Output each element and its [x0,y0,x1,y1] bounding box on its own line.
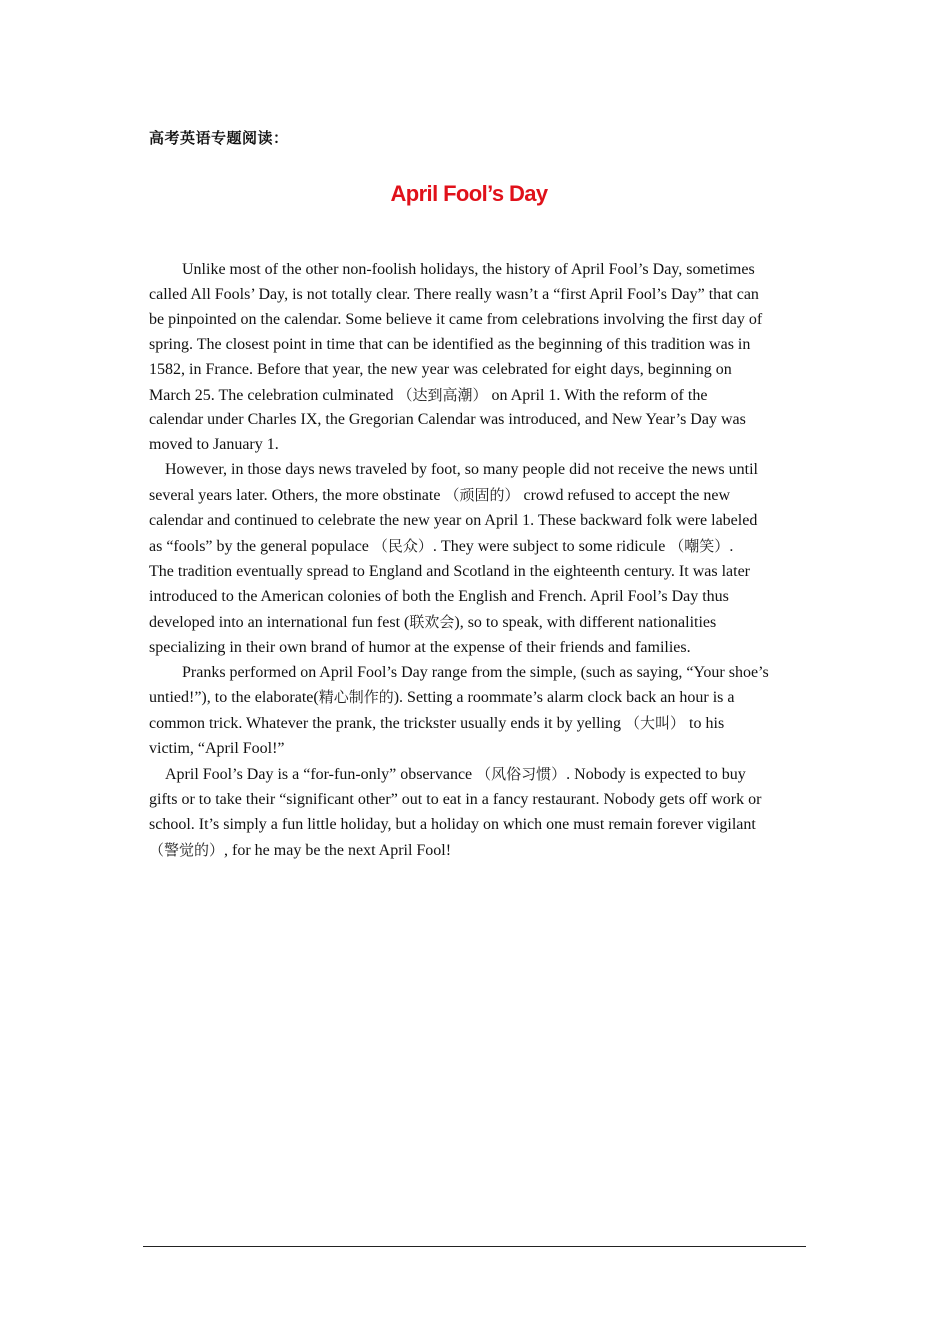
text-line [149,458,801,483]
text-line [149,711,801,737]
chinese-gloss: 联欢会 [409,612,455,631]
text-line [149,433,801,458]
text-line [149,308,801,333]
section-heading: 高考英语专题阅读： [149,129,289,147]
text-run: April Fool’s Day is a “for-fun-only” observance [165,766,477,784]
text-line [149,762,801,788]
text-run: called All Fools’ Day, is not totally clear. There really wasn’t a “first April Fool’s Day” that can [149,285,759,303]
chinese-gloss: （大叫） [625,714,686,733]
text-line [149,560,801,585]
chinese-gloss: （民众） [372,536,433,555]
article-title: April Fool’s Day [390,181,548,206]
text-run: developed into an international fun fest ( [149,613,410,631]
article-body [149,258,801,864]
text-line [149,333,801,358]
text-run: as “fools” by the general populace [149,537,373,555]
text-run: victim, “April Fool!” [149,740,285,758]
text-run: several years later. Others, the more obstinate [149,487,445,505]
text-run: gifts or to take their “significant other” out to eat in a fancy restaurant. Nobody gets off work or [149,791,762,809]
paragraph [149,762,801,864]
text-run: introduced to the American colonies of both the English and French. April Fool’s Day thus [149,587,729,605]
text-run: to his [685,715,725,733]
text-line [149,661,801,686]
text-run: untied!”), to the elaborate( [149,689,319,707]
text-line [149,585,801,610]
text-line [149,483,801,509]
chinese-gloss: （风俗习惯） [476,765,567,784]
paragraph [149,661,801,763]
text-line [149,788,801,813]
text-run: spring. The closest point in time that can be identified as the beginning of this tradition was in [149,335,751,353]
text-run: . Nobody is expected to buy [566,766,746,784]
text-run: be pinpointed on the calendar. Some believe it came from celebrations involving the first day of [149,310,763,328]
text-line [149,737,801,762]
text-line [149,258,801,283]
text-run: 1582, in France. Before that year, the new year was celebrated for eight days, beginning on [149,360,732,378]
text-run: . They were subject to some ridicule [432,537,670,555]
text-line [149,838,801,864]
text-line [149,636,801,661]
text-run: ). Setting a roommate’s alarm clock back an hour is a [393,689,735,707]
text-line [149,283,801,308]
chinese-gloss: （达到高潮） [397,385,488,404]
text-line [149,534,801,560]
text-run: calendar under Charles IX, the Gregorian Calendar was introduced, and New Year’s Day was [149,411,746,429]
chinese-gloss: （嘲笑） [669,536,730,555]
text-run: , for he may be the next April Fool! [224,841,452,859]
text-run: common trick. Whatever the prank, the trickster usually ends it by yelling [149,715,626,733]
text-line [149,383,801,409]
text-run: Pranks performed on April Fool’s Day range from the simple, (such as saying, “Your shoe’s [182,663,769,681]
chinese-gloss: （顽固的） [444,486,520,505]
text-run: calendar and continued to celebrate the new year on April 1. These backward folk were labeled [149,512,758,530]
text-run: . [729,537,734,555]
text-run: ), so to speak, with different nationalities [454,613,717,631]
text-line [149,358,801,383]
text-line [149,408,801,433]
chinese-gloss: 精心制作的 [318,688,394,707]
footer-rule [143,1246,806,1247]
text-line [149,813,801,838]
text-line [149,685,801,711]
text-run: school. It’s simply a fun little holiday, but a holiday on which one must remain forever vigilant [149,815,756,833]
text-run: The tradition eventually spread to England and Scotland in the eighteenth century. It was later [149,562,750,580]
chinese-gloss: （警觉的） [149,840,225,859]
text-line [149,509,801,534]
text-run: crowd refused to accept the new [519,487,731,505]
text-run: Unlike most of the other non-foolish holidays, the history of April Fool’s Day, sometimes [182,261,755,278]
text-run: However, in those days news traveled by foot, so many people did not receive the news until [165,461,758,479]
text-line [149,610,801,636]
text-run: on April 1. With the reform of the [487,386,708,404]
text-run: moved to January 1. [149,436,279,454]
paragraph [149,458,801,660]
text-run: specializing in their own brand of humor at the expense of their friends and families. [149,638,691,656]
text-run: March 25. The celebration culminated [149,386,398,404]
paragraph [149,258,801,458]
